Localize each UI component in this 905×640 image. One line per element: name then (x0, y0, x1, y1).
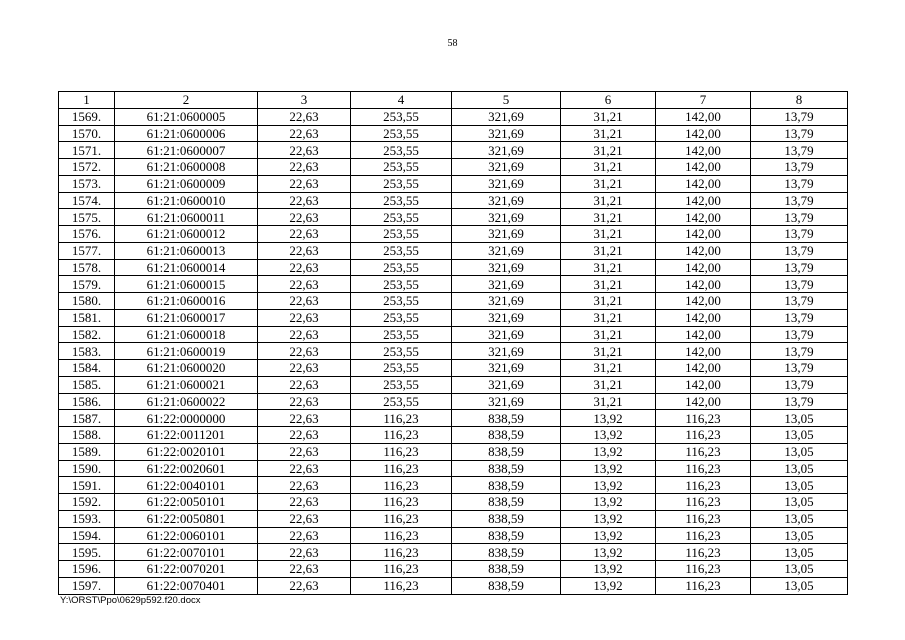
table-cell-col-4: 253,55 (351, 259, 452, 276)
table-cell-col-8: 13,05 (751, 510, 848, 527)
table-cell-col-7: 116,23 (656, 427, 751, 444)
table-row (59, 326, 848, 343)
table-row (59, 209, 848, 226)
table-cell-col-1: 1597. (59, 577, 115, 594)
table-cell-col-7: 142,00 (656, 276, 751, 293)
table-cell-col-1: 1590. (59, 460, 115, 477)
table-cell-col-4: 116,23 (351, 527, 452, 544)
table-cell-col-5: 838,59 (452, 510, 561, 527)
table-row (59, 494, 848, 511)
table-row (59, 108, 848, 125)
table-cell-col-2: 61:21:0600013 (115, 242, 258, 259)
table-cell-col-1: 1594. (59, 527, 115, 544)
table-cell-col-2: 61:22:0060101 (115, 527, 258, 544)
table-cell-col-2: 61:21:0600018 (115, 326, 258, 343)
table-cell-col-5: 321,69 (452, 175, 561, 192)
table-cell-col-5: 321,69 (452, 276, 561, 293)
data-table (58, 91, 848, 595)
table-cell-col-3: 22,63 (258, 159, 351, 176)
table-cell-col-5: 321,69 (452, 108, 561, 125)
table-cell-col-8: 13,05 (751, 577, 848, 594)
table-cell-col-2: 61:21:0600005 (115, 108, 258, 125)
table-cell-col-4: 116,23 (351, 460, 452, 477)
table-cell-col-8: 13,79 (751, 276, 848, 293)
table-cell-col-7: 116,23 (656, 477, 751, 494)
table-row (59, 259, 848, 276)
table-cell-col-3: 22,63 (258, 242, 351, 259)
table-cell-col-8: 13,79 (751, 159, 848, 176)
table-cell-col-4: 116,23 (351, 443, 452, 460)
table-cell-col-3: 22,63 (258, 510, 351, 527)
table-cell-col-1: 1585. (59, 376, 115, 393)
table-cell-col-2: 61:21:0600016 (115, 293, 258, 310)
table-cell-col-2: 61:22:0070401 (115, 577, 258, 594)
table-cell-col-7: 142,00 (656, 159, 751, 176)
table-cell-col-2: 61:21:0600006 (115, 125, 258, 142)
table-row (59, 309, 848, 326)
table-cell-col-4: 253,55 (351, 175, 452, 192)
table-cell-col-5: 838,59 (452, 561, 561, 578)
table-cell-col-2: 61:22:0020601 (115, 460, 258, 477)
table-cell-col-4: 116,23 (351, 427, 452, 444)
column-header-7: 7 (656, 92, 751, 109)
table-cell-col-1: 1580. (59, 293, 115, 310)
table-cell-col-2: 61:22:0000000 (115, 410, 258, 427)
table-cell-col-6: 13,92 (561, 477, 656, 494)
column-header-1: 1 (59, 92, 115, 109)
table-cell-col-6: 31,21 (561, 376, 656, 393)
table-cell-col-3: 22,63 (258, 142, 351, 159)
table-cell-col-4: 253,55 (351, 360, 452, 377)
table-cell-col-7: 142,00 (656, 343, 751, 360)
table-cell-col-5: 838,59 (452, 577, 561, 594)
table-cell-col-1: 1586. (59, 393, 115, 410)
table-row (59, 510, 848, 527)
table-row (59, 125, 848, 142)
table-cell-col-4: 116,23 (351, 477, 452, 494)
table-cell-col-2: 61:22:0050101 (115, 494, 258, 511)
table-cell-col-6: 31,21 (561, 159, 656, 176)
table-cell-col-3: 22,63 (258, 376, 351, 393)
table-cell-col-7: 142,00 (656, 175, 751, 192)
table-cell-col-1: 1572. (59, 159, 115, 176)
table-row (59, 360, 848, 377)
table-cell-col-2: 61:21:0600021 (115, 376, 258, 393)
table-row (59, 527, 848, 544)
table-cell-col-6: 31,21 (561, 393, 656, 410)
data-table-container (58, 91, 847, 595)
table-cell-col-7: 142,00 (656, 376, 751, 393)
table-cell-col-2: 61:21:0600007 (115, 142, 258, 159)
table-cell-col-4: 116,23 (351, 494, 452, 511)
column-header-2: 2 (115, 92, 258, 109)
table-row (59, 343, 848, 360)
table-cell-col-4: 253,55 (351, 393, 452, 410)
table-cell-col-5: 838,59 (452, 427, 561, 444)
table-cell-col-1: 1577. (59, 242, 115, 259)
table-cell-col-5: 838,59 (452, 544, 561, 561)
table-cell-col-8: 13,79 (751, 309, 848, 326)
table-cell-col-1: 1579. (59, 276, 115, 293)
table-cell-col-8: 13,79 (751, 360, 848, 377)
table-cell-col-7: 142,00 (656, 242, 751, 259)
table-cell-col-6: 31,21 (561, 360, 656, 377)
table-cell-col-3: 22,63 (258, 393, 351, 410)
table-cell-col-5: 321,69 (452, 209, 561, 226)
table-cell-col-6: 13,92 (561, 443, 656, 460)
table-cell-col-3: 22,63 (258, 175, 351, 192)
table-cell-col-5: 838,59 (452, 494, 561, 511)
table-row (59, 142, 848, 159)
table-cell-col-2: 61:22:0040101 (115, 477, 258, 494)
table-cell-col-7: 142,00 (656, 209, 751, 226)
table-cell-col-8: 13,79 (751, 209, 848, 226)
table-cell-col-8: 13,05 (751, 544, 848, 561)
table-cell-col-1: 1593. (59, 510, 115, 527)
table-cell-col-8: 13,79 (751, 376, 848, 393)
table-cell-col-8: 13,05 (751, 527, 848, 544)
table-cell-col-5: 321,69 (452, 226, 561, 243)
table-cell-col-7: 142,00 (656, 259, 751, 276)
table-cell-col-1: 1587. (59, 410, 115, 427)
table-cell-col-8: 13,79 (751, 293, 848, 310)
table-cell-col-7: 142,00 (656, 108, 751, 125)
table-cell-col-1: 1569. (59, 108, 115, 125)
table-cell-col-8: 13,05 (751, 410, 848, 427)
table-cell-col-1: 1578. (59, 259, 115, 276)
table-cell-col-5: 321,69 (452, 142, 561, 159)
table-cell-col-3: 22,63 (258, 544, 351, 561)
table-cell-col-7: 116,23 (656, 494, 751, 511)
table-cell-col-2: 61:21:0600022 (115, 393, 258, 410)
table-cell-col-3: 22,63 (258, 427, 351, 444)
table-cell-col-6: 31,21 (561, 259, 656, 276)
table-row (59, 561, 848, 578)
table-cell-col-4: 116,23 (351, 577, 452, 594)
table-cell-col-2: 61:22:0070201 (115, 561, 258, 578)
table-cell-col-4: 116,23 (351, 561, 452, 578)
table-cell-col-4: 253,55 (351, 309, 452, 326)
table-row (59, 577, 848, 594)
table-cell-col-5: 838,59 (452, 477, 561, 494)
table-cell-col-6: 31,21 (561, 293, 656, 310)
table-cell-col-3: 22,63 (258, 527, 351, 544)
table-cell-col-5: 321,69 (452, 309, 561, 326)
page-number: 58 (447, 38, 458, 49)
table-cell-col-5: 321,69 (452, 293, 561, 310)
table-cell-col-3: 22,63 (258, 209, 351, 226)
table-cell-col-6: 31,21 (561, 343, 656, 360)
table-cell-col-5: 321,69 (452, 360, 561, 377)
table-cell-col-3: 22,63 (258, 360, 351, 377)
table-cell-col-7: 116,23 (656, 460, 751, 477)
column-header-5: 5 (452, 92, 561, 109)
table-cell-col-4: 253,55 (351, 293, 452, 310)
table-cell-col-5: 321,69 (452, 125, 561, 142)
table-row (59, 393, 848, 410)
table-cell-col-1: 1571. (59, 142, 115, 159)
table-cell-col-2: 61:21:0600014 (115, 259, 258, 276)
table-cell-col-8: 13,79 (751, 242, 848, 259)
table-cell-col-8: 13,79 (751, 108, 848, 125)
table-cell-col-3: 22,63 (258, 326, 351, 343)
table-cell-col-3: 22,63 (258, 460, 351, 477)
table-cell-col-4: 253,55 (351, 376, 452, 393)
table-cell-col-8: 13,05 (751, 561, 848, 578)
table-cell-col-6: 13,92 (561, 527, 656, 544)
table-cell-col-6: 13,92 (561, 577, 656, 594)
table-row (59, 460, 848, 477)
table-cell-col-6: 31,21 (561, 226, 656, 243)
table-cell-col-7: 142,00 (656, 309, 751, 326)
column-header-3: 3 (258, 92, 351, 109)
table-cell-col-6: 13,92 (561, 544, 656, 561)
table-cell-col-2: 61:21:0600019 (115, 343, 258, 360)
table-cell-col-8: 13,79 (751, 125, 848, 142)
table-cell-col-7: 116,23 (656, 510, 751, 527)
table-row (59, 443, 848, 460)
table-cell-col-4: 253,55 (351, 125, 452, 142)
table-cell-col-8: 13,79 (751, 192, 848, 209)
table-cell-col-1: 1596. (59, 561, 115, 578)
table-cell-col-7: 142,00 (656, 393, 751, 410)
table-cell-col-2: 61:21:0600012 (115, 226, 258, 243)
table-cell-col-4: 253,55 (351, 343, 452, 360)
table-cell-col-2: 61:21:0600017 (115, 309, 258, 326)
table-cell-col-3: 22,63 (258, 443, 351, 460)
table-cell-col-1: 1573. (59, 175, 115, 192)
table-cell-col-5: 838,59 (452, 410, 561, 427)
table-cell-col-3: 22,63 (258, 577, 351, 594)
table-cell-col-6: 13,92 (561, 427, 656, 444)
table-cell-col-8: 13,79 (751, 343, 848, 360)
table-cell-col-6: 31,21 (561, 108, 656, 125)
table-cell-col-6: 31,21 (561, 192, 656, 209)
table-cell-col-7: 142,00 (656, 192, 751, 209)
table-cell-col-5: 321,69 (452, 376, 561, 393)
table-row (59, 544, 848, 561)
table-cell-col-8: 13,79 (751, 142, 848, 159)
table-cell-col-6: 13,92 (561, 494, 656, 511)
table-cell-col-7: 116,23 (656, 443, 751, 460)
table-cell-col-7: 142,00 (656, 142, 751, 159)
table-cell-col-4: 253,55 (351, 142, 452, 159)
table-cell-col-3: 22,63 (258, 192, 351, 209)
table-cell-col-4: 253,55 (351, 192, 452, 209)
table-cell-col-4: 116,23 (351, 510, 452, 527)
table-cell-col-2: 61:22:0011201 (115, 427, 258, 444)
table-cell-col-2: 61:22:0020101 (115, 443, 258, 460)
table-cell-col-6: 31,21 (561, 309, 656, 326)
table-row (59, 242, 848, 259)
table-cell-col-3: 22,63 (258, 108, 351, 125)
table-cell-col-4: 116,23 (351, 410, 452, 427)
table-row (59, 159, 848, 176)
table-cell-col-8: 13,79 (751, 175, 848, 192)
table-cell-col-1: 1574. (59, 192, 115, 209)
table-cell-col-1: 1583. (59, 343, 115, 360)
table-cell-col-8: 13,05 (751, 427, 848, 444)
column-header-4: 4 (351, 92, 452, 109)
table-row (59, 410, 848, 427)
table-cell-col-1: 1575. (59, 209, 115, 226)
table-cell-col-8: 13,05 (751, 460, 848, 477)
table-cell-col-2: 61:21:0600009 (115, 175, 258, 192)
table-cell-col-6: 31,21 (561, 326, 656, 343)
table-cell-col-7: 116,23 (656, 410, 751, 427)
table-cell-col-7: 142,00 (656, 226, 751, 243)
table-cell-col-7: 142,00 (656, 326, 751, 343)
table-cell-col-5: 321,69 (452, 259, 561, 276)
table-cell-col-7: 116,23 (656, 561, 751, 578)
table-row (59, 376, 848, 393)
table-cell-col-4: 253,55 (351, 226, 452, 243)
table-cell-col-6: 13,92 (561, 510, 656, 527)
table-cell-col-2: 61:21:0600015 (115, 276, 258, 293)
column-header-8: 8 (751, 92, 848, 109)
table-cell-col-6: 31,21 (561, 175, 656, 192)
table-cell-col-3: 22,63 (258, 477, 351, 494)
table-cell-col-4: 253,55 (351, 209, 452, 226)
table-cell-col-4: 253,55 (351, 326, 452, 343)
table-cell-col-3: 22,63 (258, 125, 351, 142)
table-cell-col-4: 253,55 (351, 242, 452, 259)
table-cell-col-5: 321,69 (452, 192, 561, 209)
table-cell-col-3: 22,63 (258, 259, 351, 276)
table-cell-col-5: 321,69 (452, 326, 561, 343)
table-row (59, 276, 848, 293)
table-cell-col-3: 22,63 (258, 343, 351, 360)
table-cell-col-2: 61:22:0050801 (115, 510, 258, 527)
table-cell-col-7: 142,00 (656, 360, 751, 377)
table-cell-col-8: 13,79 (751, 259, 848, 276)
table-cell-col-5: 321,69 (452, 393, 561, 410)
table-cell-col-4: 116,23 (351, 544, 452, 561)
table-cell-col-7: 142,00 (656, 125, 751, 142)
table-body (59, 108, 848, 594)
table-cell-col-6: 13,92 (561, 410, 656, 427)
table-cell-col-3: 22,63 (258, 276, 351, 293)
table-cell-col-8: 13,05 (751, 477, 848, 494)
table-cell-col-5: 321,69 (452, 159, 561, 176)
table-cell-col-8: 13,79 (751, 226, 848, 243)
table-row (59, 226, 848, 243)
table-cell-col-6: 13,92 (561, 561, 656, 578)
table-cell-col-5: 321,69 (452, 343, 561, 360)
table-cell-col-5: 321,69 (452, 242, 561, 259)
table-cell-col-4: 253,55 (351, 276, 452, 293)
table-row (59, 175, 848, 192)
table-row (59, 192, 848, 209)
table-cell-col-3: 22,63 (258, 494, 351, 511)
table-row (59, 477, 848, 494)
table-cell-col-6: 31,21 (561, 242, 656, 259)
table-cell-col-4: 253,55 (351, 108, 452, 125)
table-cell-col-2: 61:21:0600010 (115, 192, 258, 209)
table-cell-col-8: 13,79 (751, 393, 848, 410)
table-cell-col-3: 22,63 (258, 410, 351, 427)
table-cell-col-2: 61:21:0600020 (115, 360, 258, 377)
table-cell-col-1: 1584. (59, 360, 115, 377)
table-cell-col-1: 1582. (59, 326, 115, 343)
table-row (59, 293, 848, 310)
table-cell-col-1: 1581. (59, 309, 115, 326)
table-cell-col-2: 61:22:0070101 (115, 544, 258, 561)
table-cell-col-1: 1588. (59, 427, 115, 444)
table-cell-col-5: 838,59 (452, 460, 561, 477)
table-cell-col-2: 61:21:0600008 (115, 159, 258, 176)
table-cell-col-6: 31,21 (561, 125, 656, 142)
table-cell-col-1: 1576. (59, 226, 115, 243)
table-cell-col-5: 838,59 (452, 527, 561, 544)
table-cell-col-6: 13,92 (561, 460, 656, 477)
table-cell-col-7: 142,00 (656, 293, 751, 310)
table-cell-col-3: 22,63 (258, 293, 351, 310)
table-cell-col-6: 31,21 (561, 142, 656, 159)
table-cell-col-6: 31,21 (561, 209, 656, 226)
table-cell-col-1: 1595. (59, 544, 115, 561)
table-cell-col-7: 116,23 (656, 544, 751, 561)
table-cell-col-8: 13,05 (751, 443, 848, 460)
table-cell-col-3: 22,63 (258, 309, 351, 326)
table-cell-col-3: 22,63 (258, 561, 351, 578)
table-cell-col-4: 253,55 (351, 159, 452, 176)
table-cell-col-1: 1592. (59, 494, 115, 511)
table-cell-col-1: 1591. (59, 477, 115, 494)
table-cell-col-5: 838,59 (452, 443, 561, 460)
table-cell-col-1: 1570. (59, 125, 115, 142)
table-cell-col-8: 13,79 (751, 326, 848, 343)
table-cell-col-3: 22,63 (258, 226, 351, 243)
table-header-row (59, 92, 848, 109)
column-header-6: 6 (561, 92, 656, 109)
table-cell-col-2: 61:21:0600011 (115, 209, 258, 226)
table-cell-col-1: 1589. (59, 443, 115, 460)
table-row (59, 427, 848, 444)
table-cell-col-6: 31,21 (561, 276, 656, 293)
footer-file-path: Y:\ORST\Ppo\0629p592.f20.docx (60, 595, 201, 606)
table-cell-col-7: 116,23 (656, 577, 751, 594)
table-cell-col-7: 116,23 (656, 527, 751, 544)
table-cell-col-8: 13,05 (751, 494, 848, 511)
